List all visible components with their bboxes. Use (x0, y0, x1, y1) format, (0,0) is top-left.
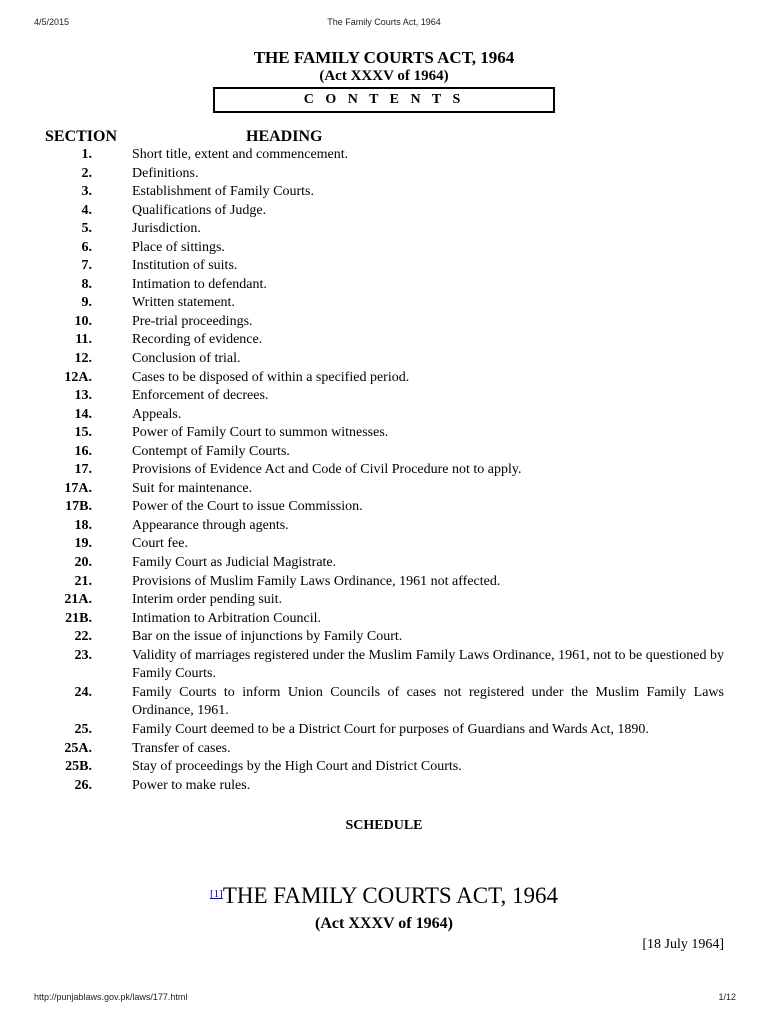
section-number: 24. (74, 684, 92, 700)
toc-row (0, 313, 768, 332)
toc-row (0, 350, 768, 369)
section-heading: Interim order pending suit. (132, 592, 283, 608)
section-number: 21. (74, 573, 92, 589)
toc-row (0, 554, 768, 573)
section-number: 4. (81, 202, 92, 218)
section-number: 17A. (64, 480, 92, 496)
toc-row (0, 740, 768, 759)
section-number: 15. (74, 425, 92, 441)
section-number: 21A. (64, 592, 92, 608)
section-heading: Family Court deemed to be a District Court for purposes of Guardians and Wards Act, 1890. (132, 721, 649, 737)
section-number: 26. (74, 777, 92, 793)
toc-row (0, 424, 768, 443)
footer-url: http://punjablaws.gov.pk/laws/177.html (34, 992, 188, 1002)
section-heading: Validity of marriages registered under the Muslim Family Laws Ordinance, 1961, not to be questioned by Family Courts. (132, 647, 724, 682)
contents-heading: C O N T E N T S (213, 87, 555, 113)
section-heading: Short title, extent and commencement. (132, 147, 349, 162)
section-heading: Power to make rules. (132, 777, 251, 793)
toc-row (0, 535, 768, 554)
toc-row (0, 517, 768, 536)
toc-row (0, 610, 768, 629)
section-number: 25. (74, 721, 92, 737)
section-heading: Conclusion of trial. (132, 351, 241, 367)
section-number: 21B. (65, 610, 92, 626)
toc-row (0, 294, 768, 313)
table-of-contents (0, 146, 768, 795)
section-heading: Intimation to defendant. (132, 276, 267, 292)
section-heading: Cases to be disposed of within a specified period. (132, 369, 410, 385)
section-heading: Bar on the issue of injunctions by Family Court. (132, 629, 403, 645)
toc-row (0, 406, 768, 425)
section-heading: Jurisdiction. (132, 221, 201, 237)
section-heading: Enforcement of decrees. (132, 388, 269, 404)
section-heading: Power of Family Court to summon witnesses. (132, 425, 389, 441)
section-heading: Stay of proceedings by the High Court and District Courts. (132, 759, 462, 775)
footnote-link[interactable]: [1] (210, 888, 223, 900)
section-heading: Provisions of Muslim Family Laws Ordinance, 1961 not affected. (132, 573, 501, 589)
toc-row (0, 461, 768, 480)
section-number: 5. (81, 221, 92, 237)
section-number: 1. (81, 147, 92, 162)
section-number: 7. (81, 258, 92, 274)
section-number: 11. (75, 332, 92, 348)
toc-row (0, 276, 768, 295)
act-subtitle: (Act XXXV of 1964) (315, 915, 453, 932)
section-number: 8. (81, 276, 92, 292)
section-heading: Court fee. (132, 536, 188, 552)
toc-row (0, 498, 768, 517)
section-number: 3. (81, 184, 92, 200)
toc-row (0, 647, 768, 684)
section-number: 13. (74, 388, 92, 404)
section-number: 17. (74, 462, 92, 478)
toc-row (0, 331, 768, 350)
section-number: 2. (81, 165, 92, 181)
section-number: 6. (81, 239, 92, 255)
act-title (0, 883, 768, 909)
document-title: THE FAMILY COURTS ACT, 1964 (253, 48, 515, 67)
footer-page-number: 1/12 (718, 992, 736, 1002)
section-heading: Appearance through agents. (132, 517, 289, 533)
section-heading: Recording of evidence. (132, 332, 263, 348)
toc-row (0, 146, 768, 165)
act-title-text: THE FAMILY COURTS ACT, 1964 (222, 883, 558, 908)
act-date: [18 July 1964] (642, 937, 724, 952)
section-heading: Qualifications of Judge. (132, 202, 267, 218)
section-number: 25A. (64, 740, 92, 756)
section-heading: Appeals. (132, 406, 182, 422)
schedule-heading: SCHEDULE (345, 818, 423, 833)
section-heading: Intimation to Arbitration Council. (132, 610, 321, 626)
section-number: 18. (74, 517, 92, 533)
toc-row (0, 239, 768, 258)
section-number: 10. (74, 313, 92, 329)
section-number: 9. (81, 295, 92, 311)
section-number: 17B. (65, 499, 92, 515)
print-date: 4/5/2015 (34, 17, 70, 27)
toc-row (0, 777, 768, 796)
toc-row (0, 591, 768, 610)
toc-row (0, 220, 768, 239)
section-column-header: SECTION (45, 128, 118, 145)
toc-row (0, 369, 768, 388)
toc-row (0, 628, 768, 647)
section-heading: Institution of suits. (132, 258, 238, 274)
toc-row (0, 684, 768, 721)
section-number: 23. (74, 647, 92, 663)
section-number: 12. (74, 351, 92, 367)
section-number: 25B. (65, 759, 92, 775)
section-number: 12A. (64, 369, 92, 385)
section-heading: Family Court as Judicial Magistrate. (132, 555, 337, 571)
toc-row (0, 758, 768, 777)
toc-row (0, 257, 768, 276)
section-heading: Transfer of cases. (132, 740, 231, 756)
toc-row (0, 387, 768, 406)
toc-row (0, 573, 768, 592)
section-heading: Written statement. (132, 295, 235, 311)
section-heading: Establishment of Family Courts. (132, 184, 314, 200)
section-heading: Family Courts to inform Union Councils of cases not registered under the Muslim Family Laws Ordinance, 1961. (132, 684, 724, 719)
toc-row (0, 480, 768, 499)
toc-row (0, 721, 768, 740)
toc-row (0, 183, 768, 202)
section-number: 22. (74, 629, 92, 645)
section-heading: Power of the Court to issue Commission. (132, 499, 363, 515)
section-heading: Contempt of Family Courts. (132, 443, 290, 459)
heading-column-header: HEADING (246, 128, 323, 145)
section-heading: Provisions of Evidence Act and Code of Civil Procedure not to apply. (132, 462, 522, 478)
section-heading: Definitions. (132, 165, 199, 181)
toc-row (0, 202, 768, 221)
print-page-title: The Family Courts Act, 1964 (327, 17, 441, 27)
section-number: 19. (74, 536, 92, 552)
section-number: 20. (74, 555, 92, 571)
section-heading: Place of sittings. (132, 239, 225, 255)
section-number: 16. (74, 443, 92, 459)
section-number: 14. (74, 406, 92, 422)
toc-row (0, 443, 768, 462)
section-heading: Pre-trial proceedings. (132, 313, 253, 329)
section-heading: Suit for maintenance. (132, 480, 253, 496)
document-subtitle: (Act XXXV of 1964) (319, 68, 449, 84)
toc-row (0, 165, 768, 184)
